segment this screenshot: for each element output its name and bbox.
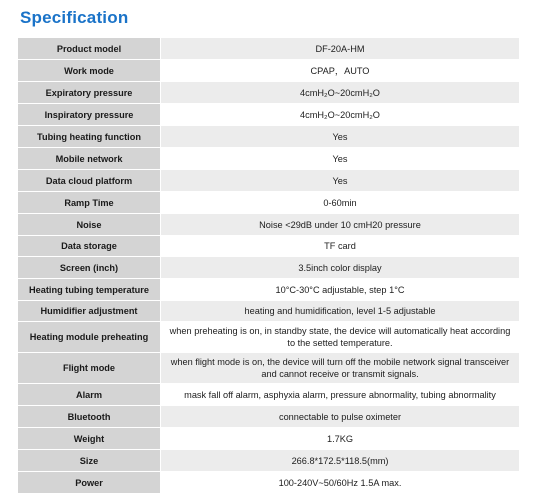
row-label-screen: Screen (inch) — [18, 257, 161, 279]
row-value-heating-module-preheating: when preheating is on, in standby state, the device will automatically heat according to the setted temperature. — [161, 322, 520, 353]
row-label-heating-module-preheating: Heating module preheating — [18, 322, 161, 353]
row-label-power: Power — [18, 472, 161, 494]
row-label-product-model: Product model — [18, 38, 161, 60]
table-row — [18, 104, 520, 126]
table-row — [18, 38, 520, 60]
row-value-inspiratory-pressure: 4cmH₂O~20cmH₂O — [161, 104, 520, 126]
table-row — [18, 82, 520, 104]
row-value-screen: 3.5inch color display — [161, 257, 520, 279]
row-label-humidifier-adjustment: Humidifier adjustment — [18, 301, 161, 322]
table-row — [18, 322, 520, 353]
row-label-data-storage: Data storage — [18, 236, 161, 257]
specification-table — [17, 37, 520, 494]
table-row — [18, 126, 520, 148]
table-row — [18, 60, 520, 82]
row-label-alarm: Alarm — [18, 384, 161, 406]
table-row — [18, 192, 520, 214]
table-row — [18, 353, 520, 384]
row-label-tubing-heating: Tubing heating function — [18, 126, 161, 148]
row-value-tubing-heating: Yes — [161, 126, 520, 148]
page-title: Specification — [20, 8, 129, 27]
row-value-humidifier-adjustment: heating and humidification, level 1-5 adjustable — [161, 301, 520, 322]
table-row — [18, 450, 520, 472]
table-row — [18, 384, 520, 406]
table-row — [18, 214, 520, 236]
row-label-weight: Weight — [18, 428, 161, 450]
row-label-work-mode: Work mode — [18, 60, 161, 82]
row-value-heating-tubing-temperature: 10°C-30°C adjustable, step 1°C — [161, 279, 520, 301]
row-label-data-cloud: Data cloud platform — [18, 170, 161, 192]
table-row — [18, 279, 520, 301]
row-value-data-storage: TF card — [161, 236, 520, 257]
row-label-bluetooth: Bluetooth — [18, 406, 161, 428]
row-value-data-cloud: Yes — [161, 170, 520, 192]
row-value-product-model: DF-20A-HM — [161, 38, 520, 60]
row-label-heating-tubing-temperature: Heating tubing temperature — [18, 279, 161, 301]
table-row — [18, 301, 520, 322]
table-row — [18, 257, 520, 279]
row-label-noise: Noise — [18, 214, 161, 236]
row-value-size: 266.8*172.5*118.5(mm) — [161, 450, 520, 472]
row-value-expiratory-pressure: 4cmH₂O~20cmH₂O — [161, 82, 520, 104]
row-label-size: Size — [18, 450, 161, 472]
row-value-power: 100-240V~50/60Hz 1.5A max. — [161, 472, 520, 494]
table-row — [18, 472, 520, 494]
row-value-mobile-network: Yes — [161, 148, 520, 170]
row-value-bluetooth: connectable to pulse oximeter — [161, 406, 520, 428]
row-label-flight-mode: Flight mode — [18, 353, 161, 384]
table-row — [18, 170, 520, 192]
row-label-inspiratory-pressure: Inspiratory pressure — [18, 104, 161, 126]
row-value-ramp-time: 0-60min — [161, 192, 520, 214]
table-row — [18, 148, 520, 170]
row-label-ramp-time: Ramp Time — [18, 192, 161, 214]
row-value-noise: Noise <29dB under 10 cmH20 pressure — [161, 214, 520, 236]
table-row — [18, 406, 520, 428]
row-label-expiratory-pressure: Expiratory pressure — [18, 82, 161, 104]
table-row — [18, 428, 520, 450]
row-label-mobile-network: Mobile network — [18, 148, 161, 170]
table-row — [18, 236, 520, 257]
row-value-weight: 1.7KG — [161, 428, 520, 450]
row-value-work-mode: CPAP，AUTO — [161, 60, 520, 82]
row-value-alarm: mask fall off alarm, asphyxia alarm, pressure abnormality, tubing abnormality — [161, 384, 520, 406]
row-value-flight-mode: when flight mode is on, the device will turn off the mobile network signal transceiver and cannot receive or transmit signals. — [161, 353, 520, 384]
